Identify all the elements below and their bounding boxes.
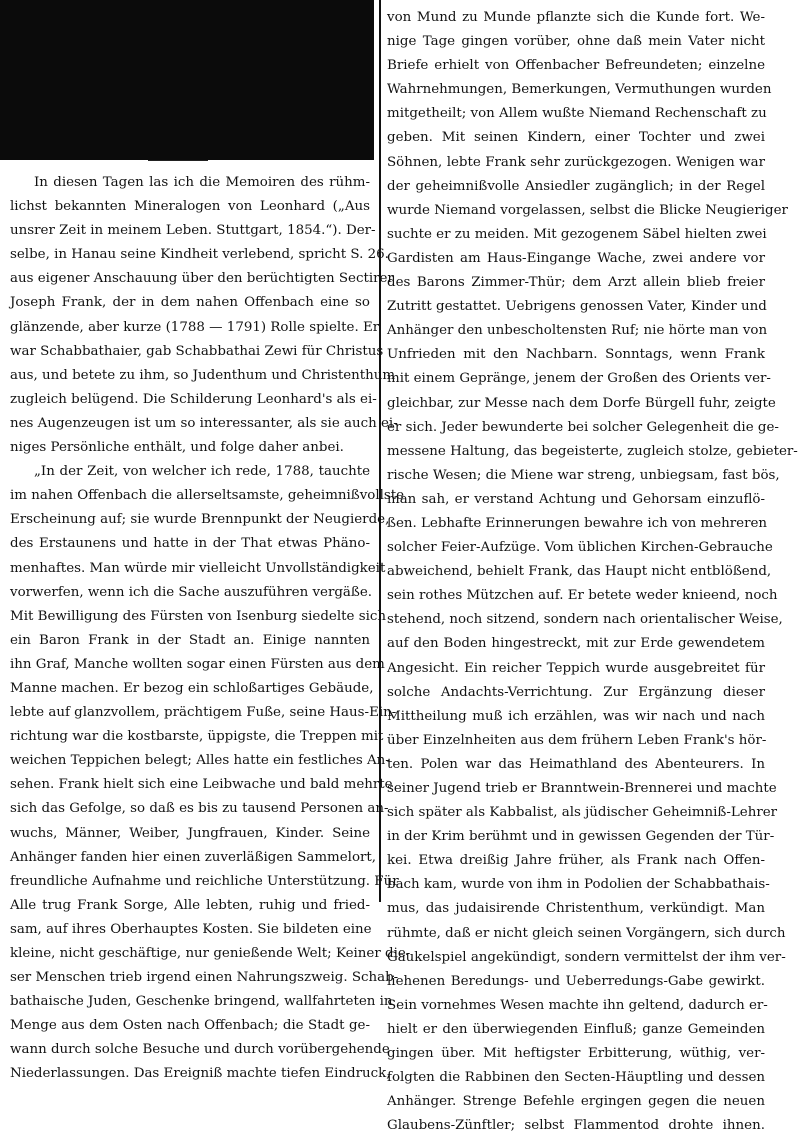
text-line: niges Persönliche enthält, und folge daher anbei. <box>10 440 344 456</box>
text-line: solche Andachts-Verrichtung. Zur Ergänzung dieser <box>387 684 765 700</box>
text-line: wuchs, Männer, Weiber, Jungfrauen, Kinder. Seine <box>10 825 370 841</box>
text-line: Anhänger fanden hier einen zuverläßigen Sammelort, <box>10 849 377 865</box>
text-line: lebte auf glanzvollem, prächtigem Fuße, seine Haus-Ein- <box>10 705 397 721</box>
text-line: zugleich belügend. Die Schilderung Leonhard's als ei- <box>10 391 377 407</box>
text-line: Glaubens-Zünftler; selbst Flammentod drohte ihnen. <box>387 1118 765 1134</box>
text-line: ser Menschen trieb irgend einen Nahrungszweig. Schab- <box>10 970 399 986</box>
text-line: in der Krim berühmt und in gewissen Gegenden der Tür- <box>387 829 775 845</box>
text-line: mus, das judaisirende Christenthum, verkündigt. Man <box>387 901 765 917</box>
text-line: Gaukelspiel angekündigt, sondern vermittelst der ihm ver- <box>387 949 786 965</box>
text-line: sein rothes Mützchen auf. Er betete weder knieend, noch <box>387 588 778 604</box>
text-line: menhaftes. Man würde mir vielleicht Unvollständigkeit <box>10 560 386 576</box>
text-line: richtung war die kostbarste, üppigste, die Treppen mit <box>10 729 384 745</box>
text-line: unsrer Zeit in meinem Leben. Stuttgart, 1854.“). Der- <box>10 223 376 239</box>
text-line: er sich. Jeder bewunderte bei solcher Gelegenheit die ge- <box>387 419 779 435</box>
text-line: vorwerfen, wenn ich die Sache auszuführen vergäße. <box>10 584 373 600</box>
text-line: Sein vornehmes Wesen machte ihn geltend, dadurch er- <box>387 997 768 1013</box>
text-line: rische Wesen; die Miene war streng, unbiegsam, fast bös, <box>387 467 780 483</box>
text-line: solcher Feier-Aufzüge. Vom üblichen Kirchen-Gebrauche <box>387 540 773 556</box>
text-line: kei. Etwa dreißig Jahre früher, als Frank nach Offen- <box>387 853 765 869</box>
text-line: Zutritt gestattet. Uebrigens genossen Vater, Kinder und <box>387 299 767 315</box>
text-line: selbe, in Hanau seine Kindheit verlebend, spricht S. 26. <box>10 247 389 263</box>
left-text-column <box>10 171 411 1087</box>
text-line: der geheimnißvolle Ansiedler zugänglich; in der Regel <box>387 178 765 194</box>
text-line: ein Baron Frank in der Stadt an. Einige nannten <box>10 632 370 648</box>
text-line: liehenen Beredungs- und Ueberredungs-Gabe gewirkt. <box>387 973 765 989</box>
text-line: mit einem Gepränge, jenem der Großen des Orients ver- <box>387 371 771 387</box>
text-line: nige Tage gingen vorüber, ohne daß mein Vater nicht <box>387 34 765 50</box>
text-line: suchte er zu meiden. Mit gezogenem Säbel hielten zwei <box>387 226 767 242</box>
text-line: über Einzelnheiten aus dem frühern Leben Frank's hör- <box>387 732 767 748</box>
text-line: aus, und betete zu ihm, so Judenthum und Christenthum <box>10 367 396 383</box>
text-line: bach kam, wurde von ihm in Podolien der Schabbathais- <box>387 877 770 893</box>
text-line: Mittheilung muß ich erzählen, was wir nach und nach <box>387 708 765 724</box>
text-line: hielt er den überwiegenden Einfluß; ganze Gemeinden <box>387 1021 765 1037</box>
text-line: Wahrnehmungen, Bemerkungen, Vermuthungen wurden <box>387 82 772 98</box>
text-line: war Schabbathaier, gab Schabbathai Zewi für Christus <box>10 343 384 359</box>
text-line: auf den Boden hingestreckt, mit zur Erde gewendetem <box>387 636 765 652</box>
text-line: wann durch solche Besuche und durch vorübergehende <box>10 1042 390 1058</box>
text-line: kleine, nicht geschäftige, nur genießende Welt; Keiner die- <box>10 946 411 961</box>
right-text-column <box>387 6 798 1138</box>
text-line: gingen über. Mit heftigster Erbitterung, wüthig, ver- <box>387 1046 765 1062</box>
text-line: des Erstaunens und hatte in der That etwas Phäno- <box>10 536 370 552</box>
text-line: weichen Teppichen belegt; Alles hatte ein festliches An- <box>10 753 390 769</box>
section-separator-rule <box>148 160 208 161</box>
text-line: abweichend, behielt Frank, das Haupt nicht entblößend, <box>387 564 772 580</box>
text-line: Niederlassungen. Das Ereigniß machte tiefen Eindruck, <box>10 1066 391 1082</box>
text-line: sich das Gefolge, so daß es bis zu tausend Personen an- <box>10 801 389 817</box>
text-line: messene Haltung, das begeisterte, zugleich stolze, gebieter- <box>387 443 798 459</box>
text-line: ten. Polen war das Heimathland des Abenteurers. In <box>387 756 765 772</box>
text-line: Joseph Frank, der in dem nahen Offenbach eine so <box>10 295 370 311</box>
text-line: In diesen Tagen las ich die Memoiren des rühm- <box>34 175 370 190</box>
text-line: gleichbar, zur Messe nach dem Dorfe Bürgell fuhr, zeigte <box>387 395 776 411</box>
text-line: bathaische Juden, Geschenke bringend, wallfahrteten in <box>10 994 393 1010</box>
text-line: Mit Bewilligung des Fürsten von Isenburg siedelte sich <box>10 608 386 624</box>
text-line: im nahen Offenbach die allerseltsamste, geheimnißvollste <box>10 488 405 504</box>
text-line: Briefe erhielt von Offenbacher Befreundeten; einzelne <box>387 58 765 74</box>
text-line: stehend, noch sitzend, sondern nach orientalischer Weise, <box>387 612 783 628</box>
text-line: freundliche Aufnahme und reichliche Unterstützung. Für <box>10 873 399 889</box>
text-line: ihn Graf, Manche wollten sogar einen Fürsten aus dem <box>10 656 385 672</box>
text-line: sich später als Kabbalist, als jüdischer Geheimniß-Lehrer <box>387 805 778 821</box>
text-line: Alle trug Frank Sorge, Alle lebten, ruhig und fried- <box>10 897 370 913</box>
text-line: Söhnen, lebte Frank sehr zurückgezogen. Wenigen war <box>387 154 765 170</box>
text-line: folgten die Rabbinen den Secten-Häuptling und dessen <box>387 1070 765 1086</box>
text-line: Manne machen. Er bezog ein schloßartiges Gebäude, <box>10 680 374 696</box>
text-line: man sah, er verstand Achtung und Gehorsam einzuflö- <box>387 491 765 507</box>
redacted-black-block <box>0 0 374 160</box>
text-line: seiner Jugend trieb er Branntwein-Brennerei und machte <box>387 781 777 796</box>
text-line: sam, auf ihres Oberhauptes Kosten. Sie bildeten eine <box>10 921 372 937</box>
text-line: mitgetheilt; von Allem wußte Niemand Rechenschaft zu <box>387 106 767 122</box>
text-line: Anhänger den unbescholtensten Ruf; nie hörte man von <box>387 323 768 339</box>
text-line: Erscheinung auf; sie wurde Brennpunkt der Neugierde, <box>10 512 390 528</box>
text-line: Gardisten am Haus-Eingange Wache, zwei andere vor <box>387 250 765 266</box>
text-line: Unfrieden mit den Nachbarn. Sonntags, wenn Frank <box>387 347 765 363</box>
text-line: lichst bekannten Mineralogen von Leonhard („Aus <box>10 199 370 215</box>
text-line: „In der Zeit, von welcher ich rede, 1788, tauchte <box>34 464 370 480</box>
text-line: glänzende, aber kurze (1788 — 1791) Rolle spielte. Er <box>10 319 380 335</box>
text-line: des Barons Zimmer-Thür; dem Arzt allein blieb freier <box>387 275 765 291</box>
text-line: von Mund zu Munde pflanzte sich die Kunde fort. We- <box>387 10 765 25</box>
text-line: Angesicht. Ein reicher Teppich wurde ausgebreitet für <box>387 660 765 676</box>
text-line: rühmte, daß er nicht gleich seinen Vorgängern, sich durch <box>387 925 786 941</box>
text-line: Anhänger. Strenge Befehle ergingen gegen die neuen <box>387 1094 765 1110</box>
text-line: nes Augenzeugen ist um so interessanter, als sie auch ei- <box>10 415 398 431</box>
text-line: aus eigener Anschauung über den berüchtigten Sectirer <box>10 271 394 287</box>
text-line: Menge aus dem Osten nach Offenbach; die Stadt ge- <box>10 1018 370 1034</box>
text-line: ßen. Lebhafte Erinnerungen bewahre ich von mehreren <box>387 515 768 531</box>
text-line: sehen. Frank hielt sich eine Leibwache und bald mehrte <box>10 777 393 793</box>
text-line: geben. Mit seinen Kindern, einer Tochter und zwei <box>387 130 765 146</box>
text-line: wurde Niemand vorgelassen, selbst die Blicke Neugieriger <box>387 202 788 218</box>
